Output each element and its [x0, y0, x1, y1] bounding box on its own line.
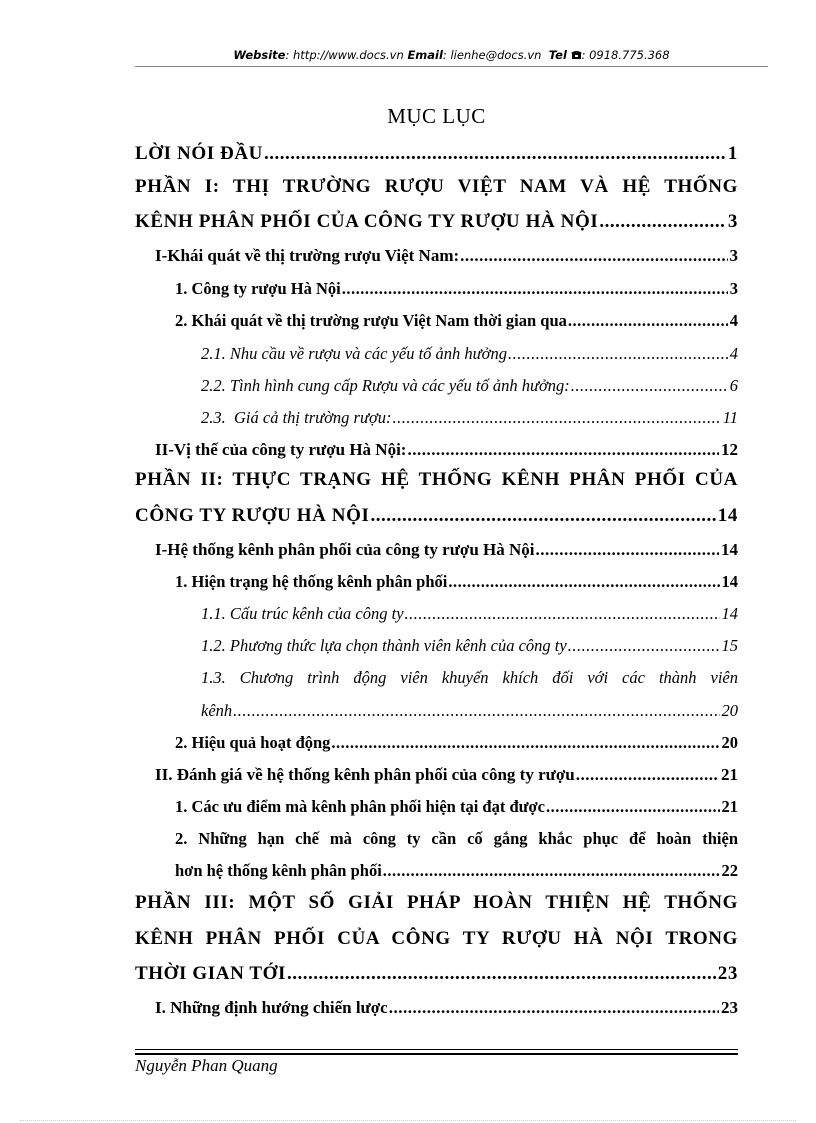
toc-entry-phan1-line1[interactable]: PHẦN I: THỊ TRƯỜNG RƯỢU VIỆT NAM VÀ HỆ THỐNG [135, 176, 738, 197]
toc-page-number: 14 [717, 505, 738, 526]
toc-page-number: 4 [729, 344, 738, 363]
toc-page-number: 3 [729, 279, 738, 298]
toc-page-number: 14 [721, 540, 738, 559]
toc-page-number: 1 [727, 143, 738, 164]
toc-entry-p2-ii-1[interactable]: 1. Các ưu điểm mà kênh phân phối hiện tại đạt được ..... 21 [175, 794, 738, 820]
toc-entry-p2-i-1-3-line2[interactable]: kênh ..... 20 [201, 698, 738, 724]
toc-entry-p2-i-1-2[interactable]: 1.2. Phương thức lựa chọn thành viên kênh của công ty ..... 15 [201, 633, 738, 659]
footer-divider-thin [135, 1049, 738, 1050]
toc-page-number: 14 [721, 572, 738, 591]
toc-entry-p3-i[interactable]: I. Những định hướng chiến lược ..... 23 [155, 995, 738, 1021]
toc-page-number: 3 [727, 211, 738, 232]
toc-entry-loi-noi-dau[interactable]: LỜI NÓI ĐẦU ..... 1 [135, 141, 738, 167]
toc-page-number: 4 [729, 311, 738, 330]
toc-page-number: 15 [721, 636, 738, 655]
toc-entry-p2-i-1[interactable]: 1. Hiện trạng hệ thống kênh phân phối ..... 14 [175, 569, 738, 595]
toc-entry-p2-i-1-1[interactable]: 1.1. Cấu trúc kênh của công ty ..... 14 [201, 601, 738, 627]
toc-entry-p2-i-2[interactable]: 2. Hiệu quả hoạt động ..... 20 [175, 730, 738, 756]
toc-page-number: 21 [721, 765, 738, 784]
page-title: MỤC LỤC [387, 104, 486, 128]
toc-entry-p1-ii[interactable]: II-Vị thế của công ty rượu Hà Nội: ..... 12 [155, 437, 738, 463]
toc-page-number: 23 [721, 998, 738, 1017]
toc-entry-p1-i-2-3[interactable]: 2.3. Giá cả thị trường rượu: ..... 11 [201, 405, 738, 431]
footer-author: Nguyễn Phan Quang [135, 1056, 278, 1075]
toc-entry-phan3-line3[interactable]: THỜI GIAN TỚI ..... 23 [135, 961, 738, 987]
toc-page-number: 11 [722, 408, 738, 427]
toc-entry-p1-i-2[interactable]: 2. Khái quát về thị trường rượu Việt Nam thời gian qua ..... 4 [175, 308, 738, 334]
toc-entry-p2-i[interactable]: I-Hệ thống kênh phân phối của công ty rượu Hà Nội ..... 14 [155, 537, 738, 563]
toc-entry-p1-i-2-1[interactable]: 2.1. Nhu cầu về rượu và các yếu tố ảnh hưởng ..... 4 [201, 341, 738, 367]
toc-entry-p2-i-1-3-line1[interactable]: 1.3. Chương trình động viên khuyến khích đối với các thành viên [201, 668, 738, 687]
toc-page-number: 20 [721, 733, 738, 752]
toc-entry-phan2-line2[interactable]: CÔNG TY RƯỢU HÀ NỘI ..... 14 [135, 503, 738, 529]
toc-entry-p1-i-1[interactable]: 1. Công ty rượu Hà Nội ..... 3 [175, 276, 738, 302]
tel-label: Tel [548, 48, 567, 62]
toc-page-number: 21 [721, 797, 738, 816]
website-label: Website [233, 48, 286, 62]
page-edge-divider [20, 1120, 796, 1121]
email-value: : lienhe@docs.vn [442, 48, 542, 62]
toc-entry-phan3-line1[interactable]: PHẦN III: MỘT SỐ GIẢI PHÁP HOÀN THIỆN HỆ THỐNG [135, 892, 738, 913]
toc-page-number: 20 [721, 701, 738, 720]
website-value: : http://www.docs.vn [285, 48, 404, 62]
email-label: Email [407, 48, 443, 62]
toc-page-number: 23 [717, 963, 738, 984]
toc-entry-phan3-line2[interactable]: KÊNH PHÂN PHỐI CỦA CÔNG TY RƯỢU HÀ NỘI TRONG [135, 928, 738, 949]
toc-page-number: 12 [721, 440, 738, 459]
toc-page-number: 3 [729, 246, 738, 265]
toc-entry-phan1-line2[interactable]: KÊNH PHÂN PHỐI CỦA CÔNG TY RƯỢU HÀ NỘI ..... 3 [135, 209, 738, 235]
toc-page-number: 14 [721, 604, 738, 623]
toc-entry-p2-ii-2-line2[interactable]: hơn hệ thống kênh phân phối ..... 22 [175, 858, 738, 884]
toc-page-number: 22 [721, 861, 738, 880]
toc-entry-p2-ii-2-line1[interactable]: 2. Những hạn chế mà công ty cần cố gắng khắc phục để hoàn thiện [175, 829, 738, 848]
tel-value: : 0918.775.368 [581, 48, 670, 62]
toc-page-number: 6 [729, 376, 738, 395]
toc-entry-phan2-line1[interactable]: PHẦN II: THỰC TRẠNG HỆ THỐNG KÊNH PHÂN PHỐI CỦA [135, 469, 738, 490]
toc-entry-p1-i[interactable]: I-Khái quát về thị trường rượu Việt Nam: ..... 3 [155, 243, 738, 269]
toc-entry-p2-ii[interactable]: II. Đánh giá về hệ thống kênh phân phối của công ty rượu ..... 21 [155, 762, 738, 788]
toc-entry-p1-i-2-2[interactable]: 2.2. Tình hình cung cấp Rượu và các yếu tố ảnh hưởng: ..... 6 [201, 373, 738, 399]
